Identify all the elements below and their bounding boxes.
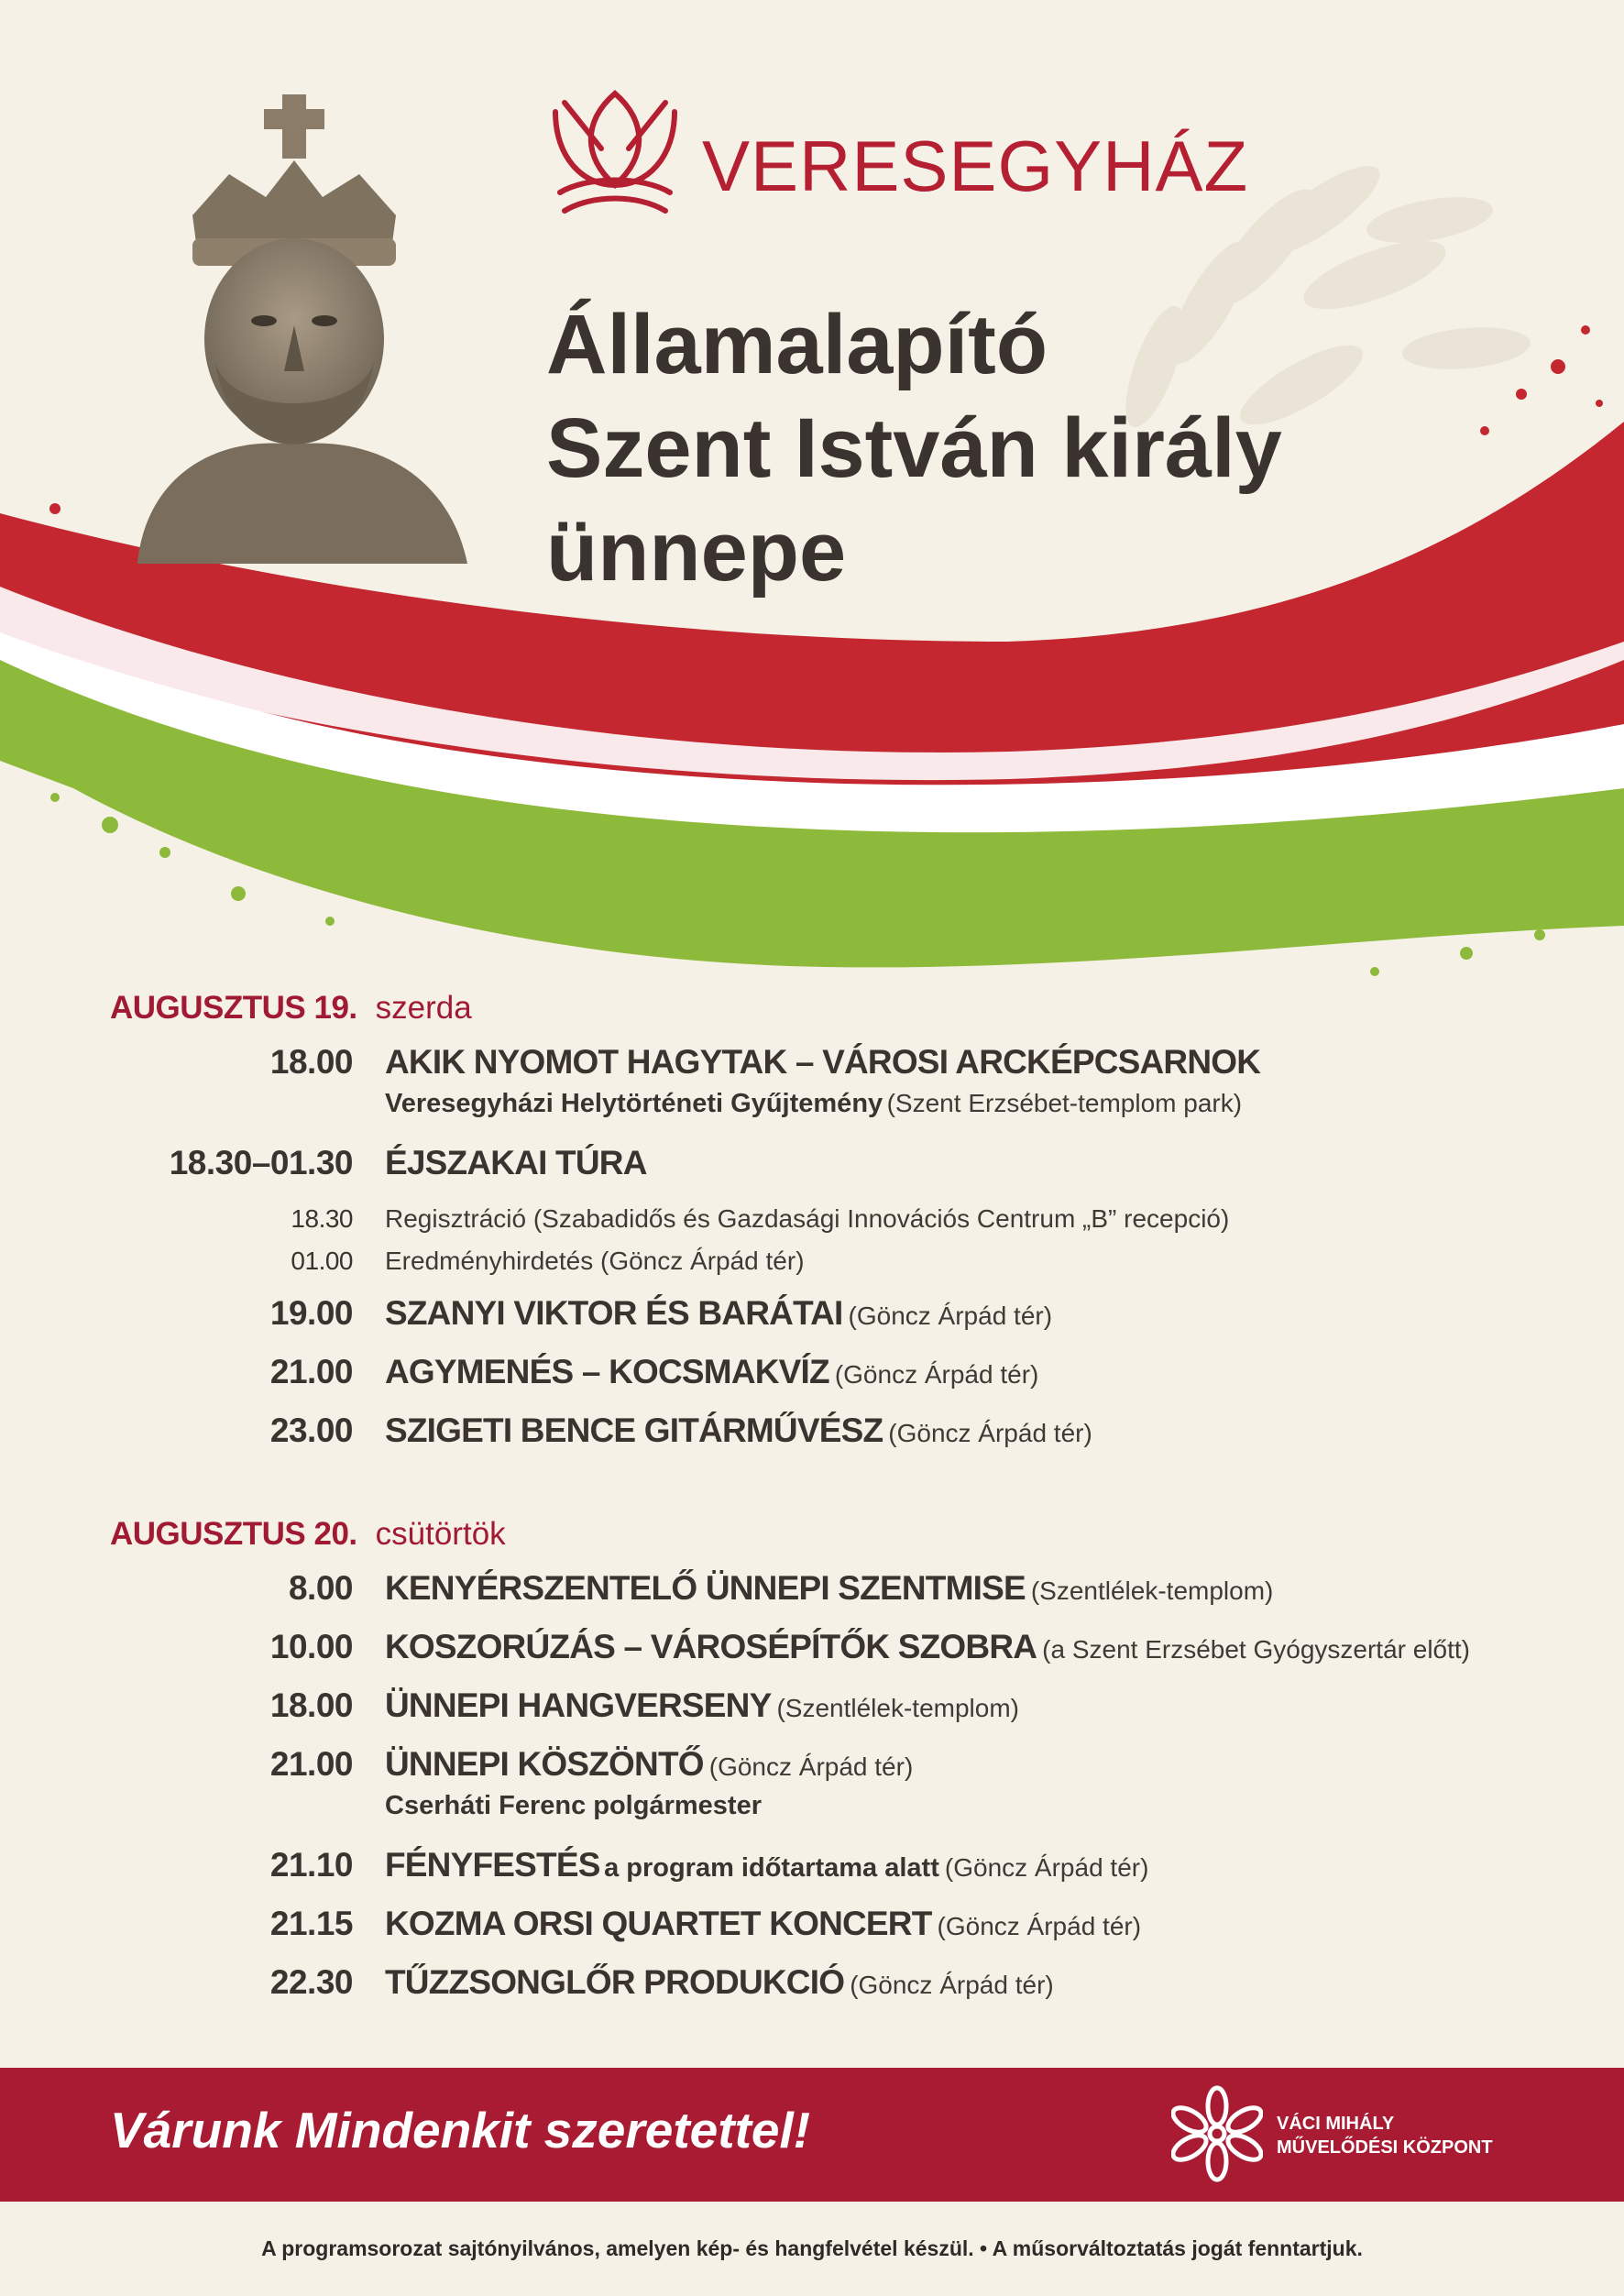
event-location: (Göncz Árpád tér) bbox=[944, 1853, 1149, 1882]
event-subtitle: Cserháti Ferenc polgármester bbox=[385, 1791, 762, 1820]
vmmk-logo bbox=[1171, 2079, 1556, 2192]
event-time: 21.15 bbox=[269, 1905, 353, 1942]
logo-text: VERESEGYHÁZ bbox=[702, 126, 1249, 206]
page-title bbox=[546, 293, 1554, 604]
event-name: AGYMENÉS – KOCSMAKVÍZ bbox=[385, 1353, 829, 1390]
event-time: 18.30 bbox=[291, 1204, 353, 1233]
org-line-2: MŰVELŐDÉSI KÖZPONT bbox=[1277, 2137, 1493, 2158]
day-header bbox=[110, 1516, 506, 1553]
event-location: (Göncz Árpád tér) bbox=[834, 1360, 1039, 1389]
event-name: AKIK NYOMOT HAGYTAK – VÁROSI ARCKÉPCSARNOK bbox=[385, 1043, 1261, 1081]
event-detail: Eredményhirdetés (Göncz Árpád tér) bbox=[385, 1247, 805, 1275]
event-time: 23.00 bbox=[269, 1412, 353, 1449]
event-detail: Regisztráció (Szabadidős és Gazdasági Innovációs Centrum „B” recepció) bbox=[385, 1204, 1230, 1233]
list-item bbox=[0, 1241, 1624, 1296]
event-location: (Göncz Árpád tér) bbox=[850, 1971, 1054, 1999]
event-time: 22.30 bbox=[269, 1963, 353, 2001]
event-name: SZANYI VIKTOR ÉS BARÁTAI bbox=[385, 1294, 843, 1332]
organization-name bbox=[1277, 2112, 1493, 2159]
event-name: TŰZZSONGLŐR PRODUKCIÓ bbox=[385, 1963, 845, 2001]
event-name: FÉNYFESTÉS bbox=[385, 1846, 600, 1884]
list-item bbox=[0, 1963, 1624, 2018]
org-line-1: VÁCI MIHÁLY bbox=[1277, 2114, 1395, 2134]
title-line-2: Szent István király bbox=[546, 401, 1282, 495]
event-location: (Szentlélek-templom) bbox=[1030, 1576, 1274, 1605]
title-line-1: Államalapító bbox=[546, 298, 1048, 391]
event-time: 18.00 bbox=[269, 1043, 353, 1081]
event-note: a program időtartama alatt bbox=[604, 1853, 939, 1883]
list-item bbox=[0, 1905, 1624, 1960]
day-weekday: csütörtök bbox=[375, 1516, 506, 1552]
veresegyhaz-logo bbox=[546, 84, 1249, 220]
day-header bbox=[110, 990, 472, 1027]
event-name: SZIGETI BENCE GITÁRMŰVÉSZ bbox=[385, 1412, 883, 1449]
list-item bbox=[0, 1846, 1624, 1901]
title-line-3: ünnepe bbox=[546, 505, 847, 599]
event-time: 21.00 bbox=[269, 1745, 353, 1783]
list-item bbox=[0, 1745, 1624, 1820]
event-time: 18.30–01.30 bbox=[169, 1144, 353, 1181]
event-time: 10.00 bbox=[269, 1628, 353, 1665]
event-location: (a Szent Erzsébet Gyógyszertár előtt) bbox=[1042, 1635, 1471, 1664]
event-name: ÉJSZAKAI TÚRA bbox=[385, 1144, 647, 1181]
event-location: (Göncz Árpád tér) bbox=[708, 1752, 914, 1781]
veresegyhaz-lotus-icon bbox=[546, 84, 684, 220]
list-item bbox=[0, 1144, 1624, 1199]
list-item bbox=[0, 1412, 1624, 1467]
event-location: (Göncz Árpád tér) bbox=[937, 1912, 1142, 1940]
event-name: ÜNNEPI HANGVERSENY bbox=[385, 1686, 772, 1724]
list-item bbox=[0, 1043, 1624, 1118]
event-location: (Szent Erzsébet-templom park) bbox=[886, 1089, 1243, 1117]
event-time: 01.00 bbox=[291, 1247, 353, 1275]
day-date: AUGUSZTUS 19. bbox=[110, 990, 357, 1026]
event-location: (Göncz Árpád tér) bbox=[848, 1302, 1053, 1330]
event-name: ÜNNEPI KÖSZÖNTŐ bbox=[385, 1745, 704, 1783]
event-name: KOSZORÚZÁS – VÁROSÉPÍTŐK SZOBRA bbox=[385, 1628, 1037, 1665]
event-name: KOZMA ORSI QUARTET KONCERT bbox=[385, 1905, 932, 1942]
event-location: (Göncz Árpád tér) bbox=[888, 1419, 1092, 1447]
king-bust-illustration bbox=[128, 87, 477, 564]
list-item bbox=[0, 1686, 1624, 1741]
event-name: KENYÉRSZENTELŐ ÜNNEPI SZENTMISE bbox=[385, 1569, 1026, 1607]
event-time: 18.00 bbox=[269, 1686, 353, 1724]
day-weekday: szerda bbox=[375, 990, 472, 1026]
day-date: AUGUSZTUS 20. bbox=[110, 1516, 357, 1552]
event-subtitle: Veresegyházi Helytörténeti Gyűjtemény bbox=[385, 1089, 883, 1118]
list-item bbox=[0, 1294, 1624, 1349]
event-time: 21.00 bbox=[269, 1353, 353, 1390]
list-item bbox=[0, 1628, 1624, 1683]
flower-icon bbox=[1171, 2079, 1263, 2189]
list-item bbox=[0, 1569, 1624, 1624]
list-item bbox=[0, 1353, 1624, 1408]
banner-text: Várunk Mindenkit szeretettel! bbox=[110, 2102, 811, 2159]
event-time: 8.00 bbox=[288, 1569, 353, 1607]
footnote: A programsorozat sajtónyilvános, amelyen kép- és hangfelvétel készül. • A műsorváltoztatás jogát fenntartjuk. bbox=[261, 2236, 1363, 2260]
event-location: (Szentlélek-templom) bbox=[776, 1694, 1019, 1722]
event-time: 21.10 bbox=[269, 1846, 353, 1884]
event-time: 19.00 bbox=[269, 1294, 353, 1332]
